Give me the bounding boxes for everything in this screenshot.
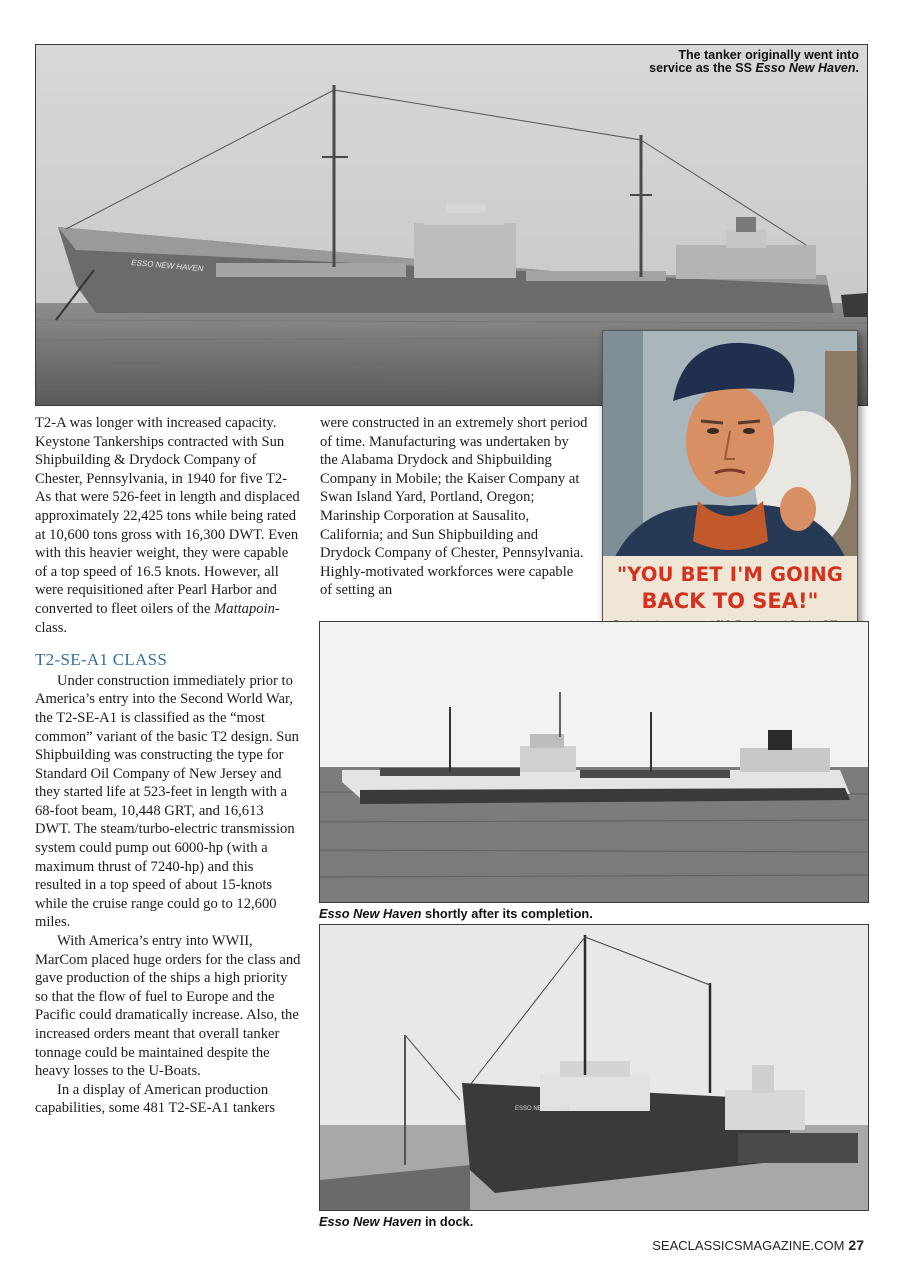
col1-para1-italic: Mattapoin — [214, 600, 275, 617]
top-hull-lettering: ESSO NEW HAVEN — [130, 258, 204, 274]
col1-para1-text: T2-A was longer with increased capacity. Keystone Tankerships contracted with Sun Shipbuilding & Drydock Company of Chester, Pennsylvania, in 1940 for five T2-As that were 526-feet in length and displaced approximately 22,425 tons while being rated at 10,600 tons gross with 16,300 DWT. Even with this heavier weight, they were capable of a top speed of 16.5 knots. However, all were requisitioned after Pearl Harbor and converted to fleet oilers of the — [35, 415, 300, 617]
middle-photo-caption — [319, 906, 593, 921]
column-one — [35, 414, 301, 1118]
col1-para3: With America’s entry into WWII, MarCom placed huge orders for the class and gave production of the ships a high priority so that the flow of fuel to Europe and the Pacific could dramatically increase. Also, the increased orders meant that overall tanker tonnage could be maintained despite the heavy losses to the U-Boats. — [35, 933, 301, 1080]
col2-para1: were constructed in an extremely short period of time. Manufacturing was undertaken by the Alabama Drydock and Shipbuilding Company in Mobile; the Kaiser Company at Swan Island Yard, Portland, Oregon; Marinship Corporation at Sausalito, California; and Sun Shipbuilding and Drydock Company of Chester, Pennsylvania. Highly-motivated workforces were capable of setting an — [320, 415, 588, 599]
middle-caption-ship: Esso New Haven — [319, 906, 422, 921]
page-number: 27 — [848, 1237, 864, 1253]
bottom-ship-illustration — [320, 925, 868, 1210]
top-photo-caption — [559, 49, 859, 75]
col1-para2: Under construction immediately prior to America’s entry into the Second World War, the T2-SE-A1 is classified as the “most common” variant of the basic T2 design. Sun Shipbuilding was constructing the type for Standard Oil Company of New Jersey and they started life at 523-feet in length with a 68-foot beam, 10,448 GRT, and 16,613 DWT. The steam/turbo-electric transmission system could pump out 6000-hp (with a maximum thrust of 7240-hp) and this resulted in a top speed of about 15-knots while the cruise range could go to 12,600 miles. — [35, 672, 299, 931]
bottom-caption-rest: in dock. — [421, 1214, 474, 1229]
middle-ship-photo — [319, 621, 869, 903]
bottom-photo-caption — [319, 1214, 473, 1229]
top-caption-line1: The tanker originally went into — [678, 48, 859, 62]
section-heading: T2-SE-A1 CLASS — [35, 650, 168, 670]
poster-headline-2: BACK TO SEA!" — [641, 589, 819, 613]
middle-ship-illustration — [320, 622, 868, 902]
top-caption-line2 — [559, 62, 859, 75]
col1-para1-end: -class. — [35, 600, 280, 636]
top-caption-suffix: . — [855, 61, 859, 75]
poster-headline-1: "YOU BET I'M GOING — [616, 563, 844, 586]
bottom-caption-ship: Esso New Haven — [319, 1214, 422, 1229]
bottom-hull-lettering: ESSO NEW HAVEN — [515, 1106, 570, 1112]
top-caption-ship: Esso New Haven — [755, 61, 856, 75]
middle-caption-rest: shortly after its completion. — [421, 906, 593, 921]
page-footer — [652, 1237, 864, 1253]
bottom-ship-photo — [319, 924, 869, 1211]
column-two — [320, 414, 588, 600]
magazine-site: SEACLASSICSMAGAZINE.COM — [652, 1238, 845, 1253]
col1-para4: In a display of American production capabilities, some 481 T2-SE-A1 tankers — [35, 1081, 276, 1117]
top-caption-prefix: service as the SS — [649, 61, 756, 75]
col1-para1 — [35, 414, 301, 637]
